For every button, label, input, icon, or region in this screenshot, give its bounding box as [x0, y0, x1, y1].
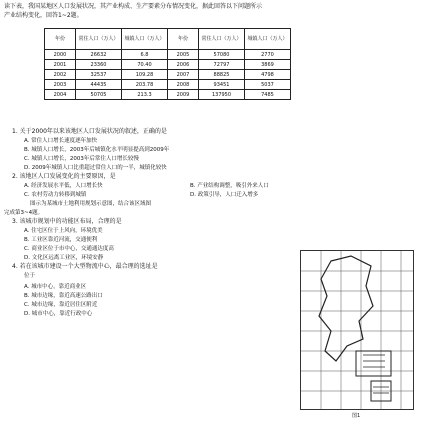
table-cell: 88825 [199, 70, 245, 80]
table-cell: 3869 [245, 60, 291, 70]
intro-text [4, 2, 262, 20]
question-2-option-a: A. 经济发展水平低，人口增长快 [24, 183, 103, 189]
table-cell: 109.28 [122, 70, 168, 80]
table-cell: 57080 [199, 50, 245, 60]
table-header: 年份 [168, 29, 199, 50]
table-cell: 2004 [45, 90, 76, 100]
question-3-option-c: C. 商业区位于市中心，交通通达度高 [24, 246, 114, 252]
question-2-note-2: 完成第3~4题。 [4, 210, 44, 216]
table-cell: 2001 [45, 60, 76, 70]
question-3-option-d: D. 文化区远离工业区，环境安静 [24, 255, 104, 261]
table-cell: 44435 [76, 80, 122, 90]
question-2-stem: 2. 该地区人口发展变化的主要原因，是 [12, 173, 116, 180]
question-3-option-b: B. 工业区靠近河流，交通便利 [24, 237, 98, 243]
question-2-option-d: D. 政策引导，人口迁入增多 [190, 192, 259, 198]
table-header: 年份 [45, 29, 76, 50]
question-1-option-d: D. 2009年城镇人口比重超过常住人口的一半，城镇化较快 [24, 165, 167, 171]
table-cell: 26632 [76, 50, 122, 60]
table-cell: 213.3 [122, 90, 168, 100]
table-cell: 137950 [199, 90, 245, 100]
question-4-option-c: C. 城市边缘，靠近居住区附近 [24, 302, 98, 308]
table-cell: 72797 [199, 60, 245, 70]
question-4-stem-continued: 位于 [24, 273, 36, 279]
question-1-option-b: B. 城镇人口增长，2003年后城镇化水平明显提高到2009年 [24, 147, 170, 153]
intro-line-1: 读下表，我国某地区人口发展状况，其产业构成、生产要素分布情况变化，据此回答以下问题所示 [4, 3, 263, 10]
table-header-row [45, 29, 291, 50]
table-cell: 2003 [45, 80, 76, 90]
table-cell: 32537 [76, 70, 122, 80]
intro-line-2: 产业结构变化，回答1~2题。 [4, 12, 83, 19]
table-cell: 2005 [168, 50, 199, 60]
table-cell: 4798 [245, 70, 291, 80]
table-cell: 6.8 [122, 50, 168, 60]
table-cell: 50705 [76, 90, 122, 100]
question-1-option-a: A. 常住人口增长速度逐年加快 [24, 138, 98, 144]
table-cell: 2770 [245, 50, 291, 60]
table-row [45, 60, 291, 70]
table-cell: 70.40 [122, 60, 168, 70]
table-cell: 2002 [45, 70, 76, 80]
table-header: 城镇人口（万人） [245, 29, 291, 50]
table-row [45, 90, 291, 100]
table-cell: 2008 [168, 80, 199, 90]
question-4-option-d: D. 城市中心，靠近行政中心 [24, 311, 93, 317]
table-cell: 5037 [245, 80, 291, 90]
question-4-option-b: B. 城市边缘，靠近高速公路出口 [24, 293, 103, 299]
table-cell: 2000 [45, 50, 76, 60]
table-header: 城镇人口（万人） [122, 29, 168, 50]
question-4-stem: 4. 若在该城市建设一个大型物流中心，最合理的选址是 [12, 263, 158, 270]
table-row [45, 80, 291, 90]
question-4-option-a: A. 城市中心，靠近商业区 [24, 284, 87, 290]
question-1-stem: 1. 关于2000年以来该地区人口发展状况的叙述，正确的是 [12, 128, 167, 135]
table-row [45, 50, 291, 60]
question-1-option-c: C. 城镇人口增长，2003年后常住人口增长较慢 [24, 156, 139, 162]
table-cell: 93451 [199, 80, 245, 90]
table-cell: 7485 [245, 90, 291, 100]
table-cell: 2006 [168, 60, 199, 70]
table-cell: 203.78 [122, 80, 168, 90]
map-caption: 图1 [352, 413, 361, 419]
city-map-figure [300, 250, 414, 410]
data-table [44, 28, 291, 100]
table-header: 常住人口（万人） [76, 29, 122, 50]
city-map-drawing [301, 251, 413, 409]
table-cell: 2007 [168, 70, 199, 80]
question-3-stem: 3. 该城市规划中的功能区布局，合理的是 [12, 218, 122, 225]
table-cell: 23360 [76, 60, 122, 70]
question-3-option-a: A. 住宅区位于上风向，环境优美 [24, 228, 103, 234]
table-row [45, 70, 291, 80]
table-cell: 2009 [168, 90, 199, 100]
question-2-option-b: B. 产业结构调整，吸引外来人口 [190, 183, 269, 189]
question-2-note-1: 图示为某城市土地利用规划示意图，结合该区域图 [30, 201, 152, 207]
table-header: 常住人口（万人） [199, 29, 245, 50]
question-2-option-c: C. 农村劳动力转移到城镇 [24, 192, 87, 198]
